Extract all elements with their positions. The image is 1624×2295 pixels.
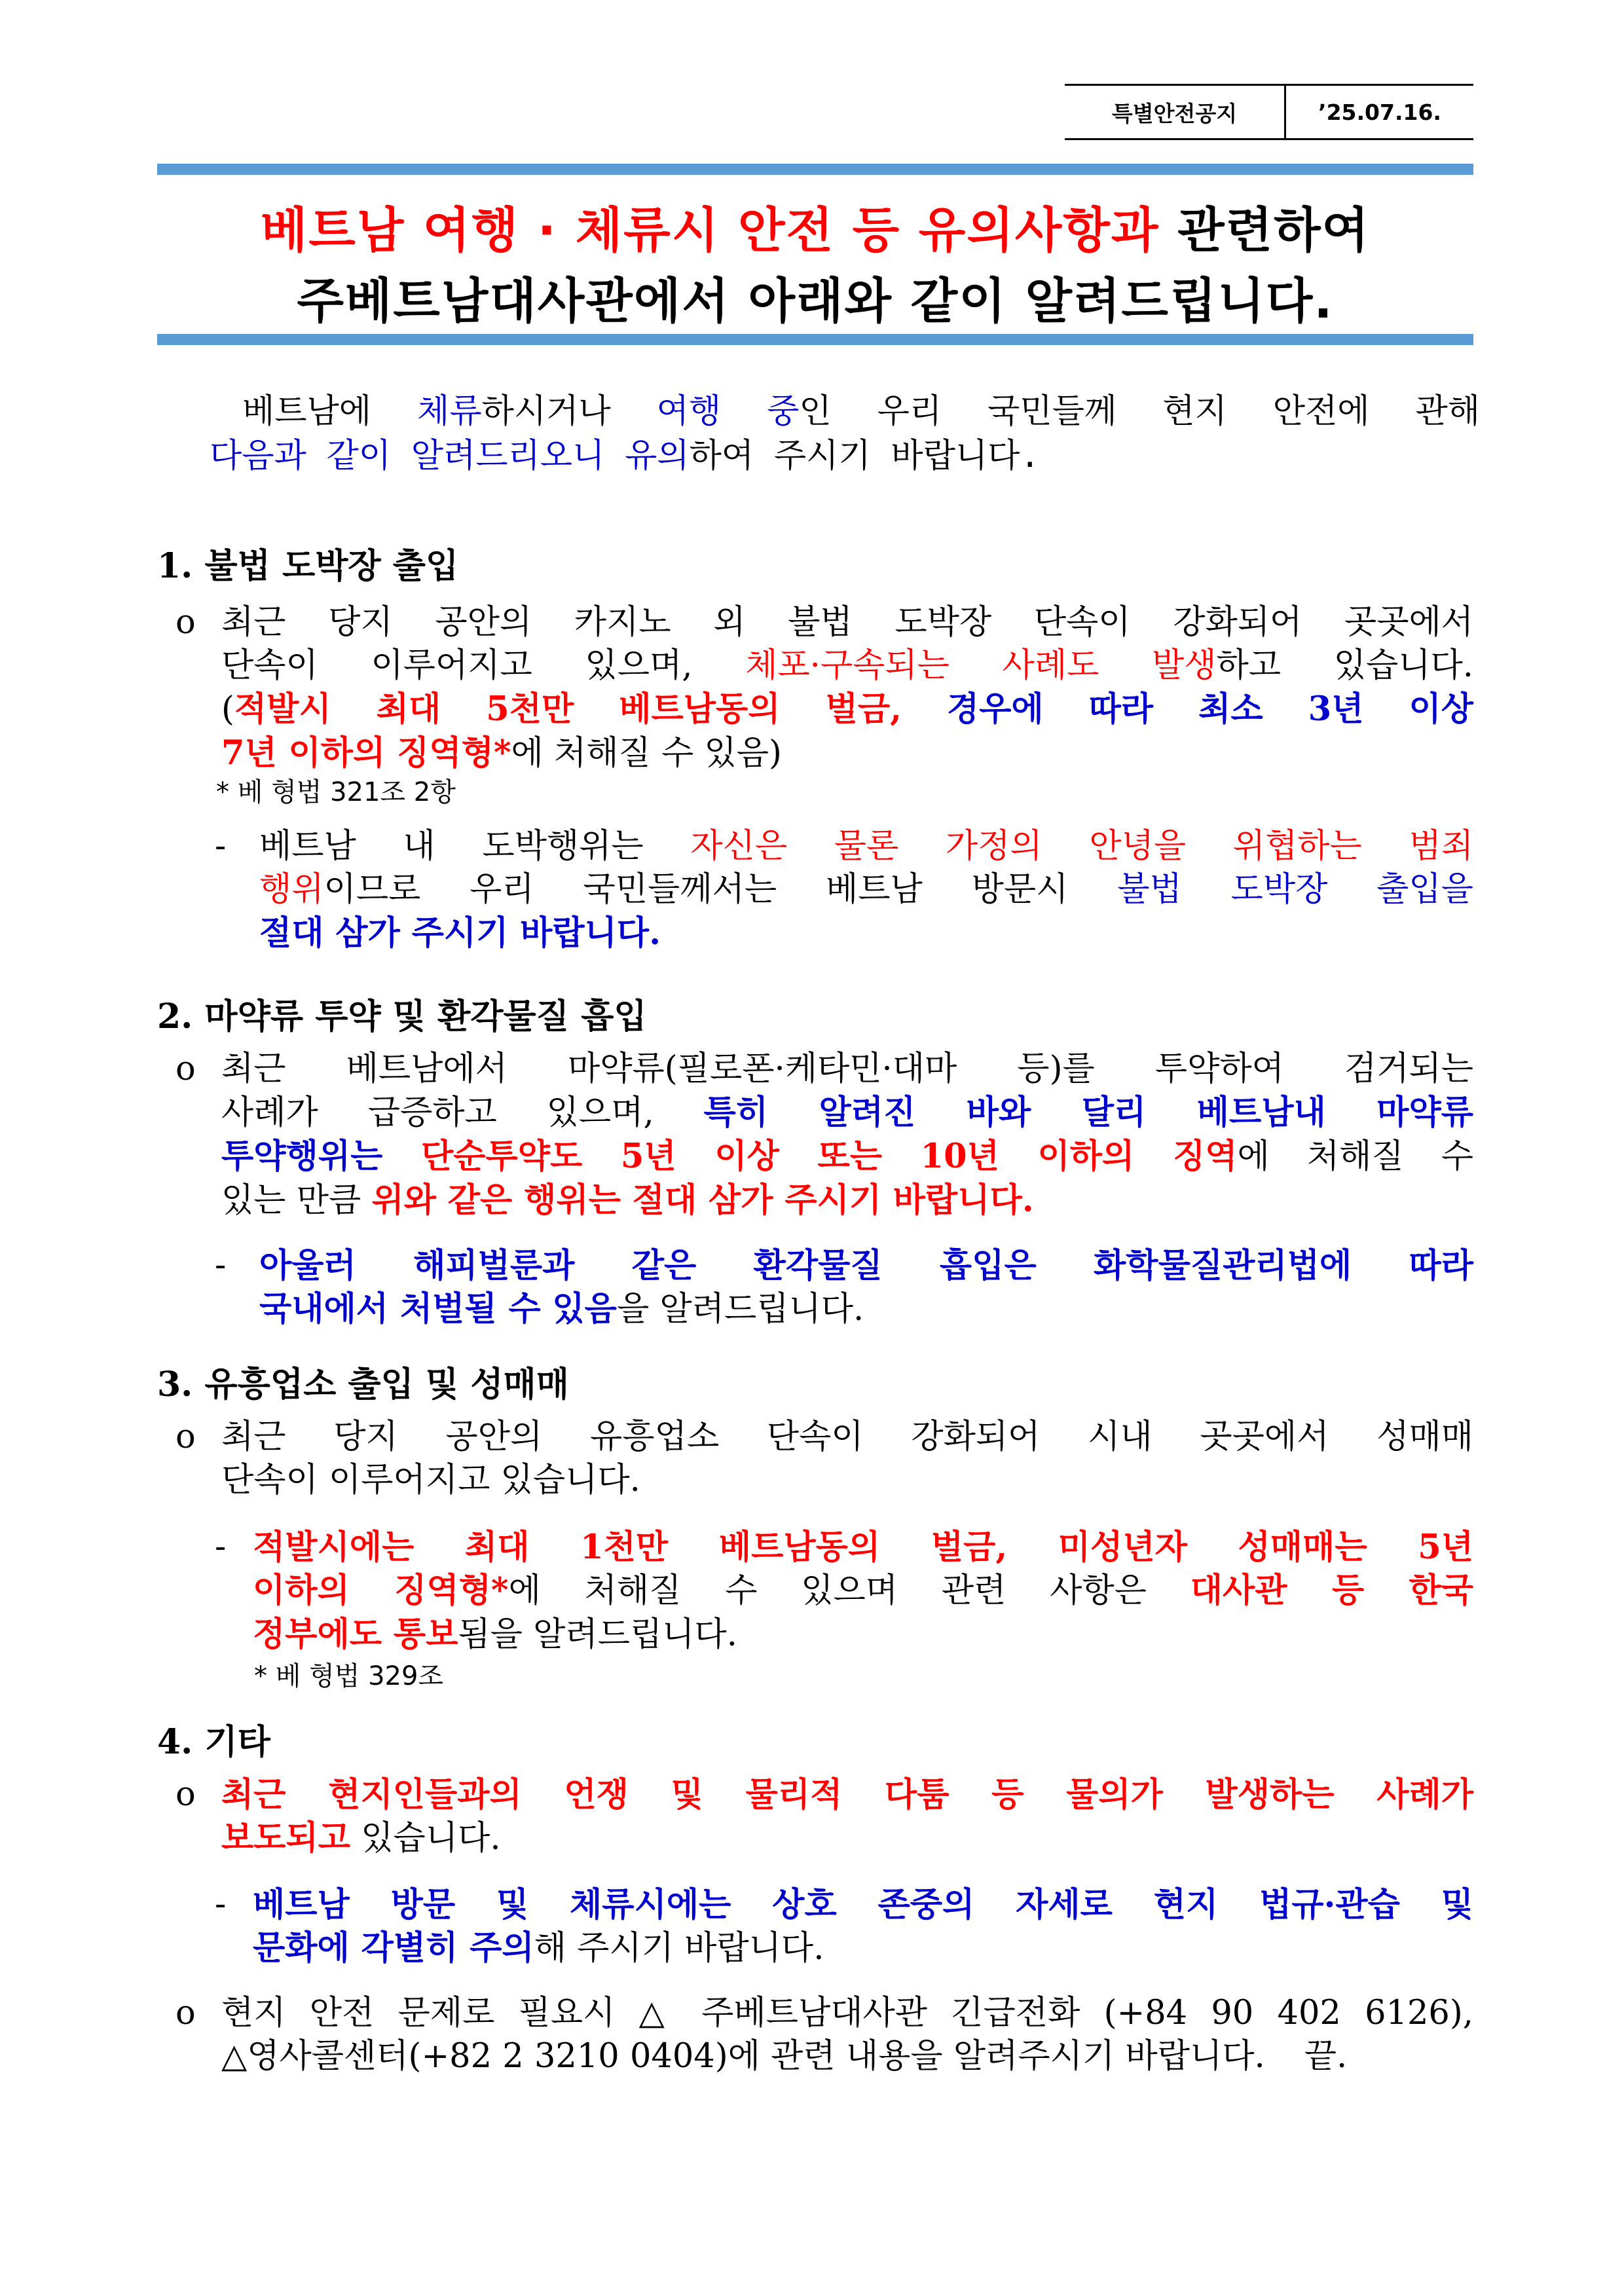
body-text: 에 처해질 수 있으며 관련 사항은 <box>508 1571 1190 1610</box>
body-red: 최근 현지인들과의 언쟁 및 물리적 다툼 등 물의가 발생하는 사례가 <box>221 1775 1473 1814</box>
intro-text: 하여 주시기 바랍니다. <box>689 437 1041 475</box>
body-text: 을 알려드립니다. <box>616 1290 864 1329</box>
end-mark: 끝. <box>1304 2037 1348 2076</box>
title-line-2: 주베트남대사관에서 아래와 같이 알려드립니다. <box>297 273 1334 329</box>
body-line: 현지 안전 문제로 필요시 △ 주베트남대사관 긴급전화 (+84 90 402 6126), <box>221 1994 1473 2032</box>
intro-paragraph <box>210 390 1480 479</box>
notice-date: ’25.07.16. <box>1318 99 1441 125</box>
bullet-marker: o <box>175 1050 196 1088</box>
section-4-bullet-dash <box>215 1883 1473 1970</box>
body-line: 최근 베트남에서 마약류(필로폰·케타민·대마 등)를 투약하여 검거되는 <box>221 1050 1473 1088</box>
body-text: 에 처해질 수 있음) <box>511 734 782 773</box>
body-text: 있는 만큼 <box>221 1181 372 1220</box>
body-text: 에 처해질 수 <box>1237 1137 1473 1176</box>
section-2-bullet-dash <box>215 1244 1473 1331</box>
body-red: 적발시 최대 5천만 베트남동의 벌금, <box>234 689 947 729</box>
title-bottom-bar <box>157 334 1473 345</box>
body-red: 위와 같은 행위는 절대 삼가 주시기 바랍니다. <box>371 1181 1034 1220</box>
body-red: 7년 이하의 징역형* <box>221 733 511 773</box>
body-red: 정부에도 통보 <box>253 1615 458 1654</box>
bullet-marker: o <box>175 603 196 642</box>
intro-highlight: 체류 <box>417 392 482 431</box>
intro-highlight: 여행 중 <box>656 392 800 431</box>
section-3-note: * 베 형법 329조 <box>254 1661 444 1691</box>
bullet-marker: o <box>175 1418 196 1456</box>
dash-marker: - <box>215 1528 227 1566</box>
body-red: 이하의 징역형* <box>253 1571 509 1610</box>
body-red: 단순투약도 5년 이상 또는 10년 이하의 징역 <box>420 1137 1238 1176</box>
section-1-note: * 베 형법 321조 2항 <box>216 777 456 807</box>
section-4-bullet-o <box>175 1773 1473 1860</box>
body-blue: 절대 삼가 주시기 바랍니다. <box>259 913 661 953</box>
section-2-bullet-o <box>175 1048 1473 1222</box>
body-red: 보도되고 <box>221 1818 351 1858</box>
body-text: 됨을 알려드립니다. <box>458 1615 737 1654</box>
notice-category: 특별안전공지 <box>1065 86 1286 138</box>
body-blue: 문화에 각별히 주의 <box>253 1928 534 1968</box>
body-blue: 경우에 따라 최소 3년 이상 <box>946 689 1473 729</box>
section-2-heading: 2. 마약류 투약 및 환각물질 흡입 <box>157 997 647 1037</box>
body-text: 해 주시기 바랍니다. <box>534 1929 824 1968</box>
body-line: 최근 당지 공안의 카지노 외 불법 도박장 단속이 강화되어 곳곳에서 <box>221 603 1473 642</box>
body-text: △영사콜센터(+82 2 3210 0404)에 관련 내용을 알려주시기 바랍니다. <box>221 2037 1265 2076</box>
section-1-heading: 1. 불법 도박장 출입 <box>157 546 459 586</box>
body-blue: 특히 알려진 바와 달리 베트남내 마약류 <box>703 1093 1473 1132</box>
title-red-part: 베트남 여행 · 체류시 안전 등 유의사항과 <box>260 202 1160 259</box>
body-red: 적발시에는 최대 1천만 베트남동의 벌금, 미성년자 성매매는 5년 <box>253 1528 1473 1567</box>
body-text: 사례가 급증하고 있으며, <box>221 1093 704 1132</box>
body-red: 행위 <box>259 870 324 909</box>
title-black-part: 관련하여 <box>1159 202 1371 259</box>
body-line: 최근 당지 공안의 유흥업소 단속이 강화되어 시내 곳곳에서 성매매 <box>221 1418 1473 1456</box>
body-line: 단속이 이루어지고 있습니다. <box>221 1461 640 1499</box>
page-title <box>157 195 1473 337</box>
body-text: 하고 있습니다. <box>1216 646 1473 685</box>
section-3-heading: 3. 유흥업소 출입 및 성매매 <box>157 1365 570 1405</box>
body-blue: 불법 도박장 출입을 <box>1117 870 1473 909</box>
intro-highlight: 다음과 같이 알려드리오니 유의 <box>210 437 690 475</box>
section-3-bullet-o <box>175 1416 1473 1502</box>
intro-text: 베트남에 <box>242 392 418 431</box>
title-top-bar <box>157 164 1473 175</box>
section-1-bullet-o <box>175 601 1473 775</box>
body-blue: 국내에서 처벌될 수 있음 <box>259 1289 617 1329</box>
dash-marker: - <box>215 827 227 866</box>
body-text: 있습니다. <box>350 1819 501 1858</box>
section-4-bullet-o2 <box>175 1992 1473 2078</box>
notice-header-box <box>1065 84 1473 140</box>
body-red: 자신은 물론 가정의 안녕을 위협하는 범죄 <box>690 827 1473 866</box>
body-text: 베트남 내 도박행위는 <box>259 827 691 866</box>
body-red: 대사관 등 한국 <box>1190 1571 1473 1610</box>
body-blue: 아울러 해피벌룬과 같은 환각물질 흡입은 화학물질관리법에 따라 <box>259 1246 1473 1285</box>
body-blue: 투약행위는 <box>221 1137 421 1176</box>
body-red: 체포·구속되는 사례도 발생 <box>745 646 1217 685</box>
intro-text: 인 우리 국민들께 현지 안전에 관해 <box>799 392 1480 431</box>
body-blue: 베트남 방문 및 체류시에는 상호 존중의 자세로 현지 법규·관습 및 <box>253 1885 1473 1924</box>
body-text: 이므로 우리 국민들께서는 베트남 방문시 <box>323 870 1118 909</box>
intro-text: 하시거나 <box>481 392 657 431</box>
dash-marker: - <box>215 1885 227 1924</box>
section-3-bullet-dash <box>215 1526 1473 1657</box>
section-1-bullet-dash <box>215 825 1473 955</box>
bullet-marker: o <box>175 1775 196 1814</box>
dash-marker: - <box>215 1246 227 1285</box>
body-text: ( <box>221 690 234 729</box>
body-text: 단속이 이루어지고 있으며, <box>221 646 746 685</box>
bullet-marker: o <box>175 1994 196 2032</box>
section-4-heading: 4. 기타 <box>157 1722 270 1762</box>
